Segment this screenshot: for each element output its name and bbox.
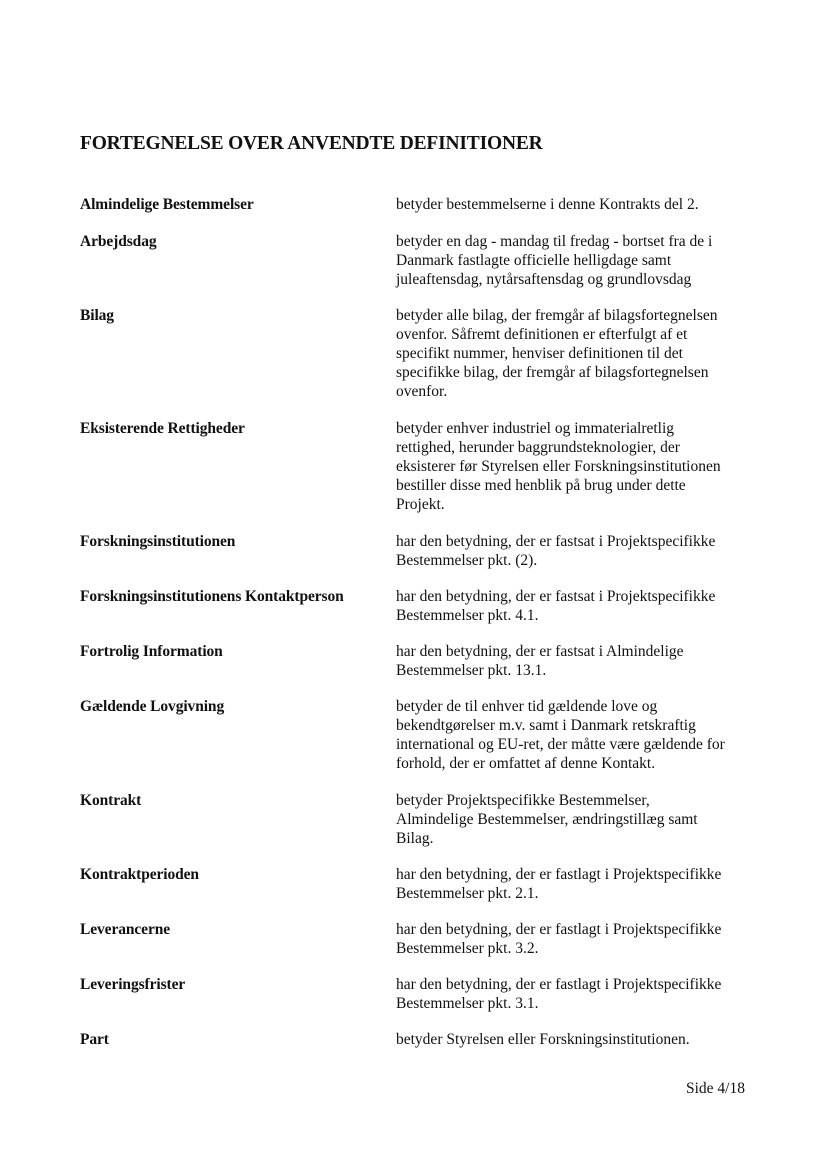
definition-term: Part [80,1031,109,1048]
definition-text: har den betydning, der er fastlagt i Projektspecifikke Bestemmelser pkt. 3.1. [396,976,722,1012]
definition-term: Arbejdsdag [80,233,157,250]
definition-term: Leveringsfrister [80,976,186,993]
definition-term: Kontrakt [80,792,142,809]
page-number: Side 4/18 [686,1080,745,1097]
definition-text: har den betydning, der er fastsat i Projektspecifikke Bestemmelser pkt. 4.1. [396,588,716,624]
definition-text: betyder alle bilag, der fremgår af bilagsfortegnelsen ovenfor. Såfremt definitionen er efterfulgt af et specifikt nummer, henviser definitionen til det specifikke bilag, der fremgår af bilagsfortegnelsen ovenfor. [396,307,718,400]
definition-term: Gældende Lovgivning [80,698,225,715]
definition-text: betyder enhver industriel og immaterialretlig rettighed, herunder baggrundsteknologier, der eksisterer før Styrelsen eller Forskningsinstitutionen bestiller disse med henblik på brug under dette Projekt. [396,420,721,513]
definition-term: Bilag [80,307,114,324]
definition-text: har den betydning, der er fastsat i Projektspecifikke Bestemmelser pkt. (2). [396,533,716,569]
definition-text: betyder Projektspecifikke Bestemmelser, Almindelige Bestemmelser, ændringstillæg samt Bilag. [396,792,698,847]
definition-text: har den betydning, der er fastlagt i Projektspecifikke Bestemmelser pkt. 2.1. [396,866,722,902]
page-title: FORTEGNELSE OVER ANVENDTE DEFINITIONER [80,133,543,154]
definition-text: betyder bestemmelserne i denne Kontrakts del 2. [396,196,699,213]
definition-term: Leverancerne [80,921,171,938]
definition-text: betyder Styrelsen eller Forskningsinstitutionen. [396,1031,690,1048]
definition-text: har den betydning, der er fastsat i Almindelige Bestemmelser pkt. 13.1. [396,643,684,679]
definition-term: Forskningsinstitutionens Kontaktperson [80,588,344,605]
definition-term: Forskningsinstitutionen [80,533,236,550]
definition-term: Kontraktperioden [80,866,199,883]
definition-term: Almindelige Bestemmelser [80,196,254,213]
definition-text: betyder de til enhver tid gældende love og bekendtgørelser m.v. samt i Danmark retskraftig international og EU-ret, der måtte være gældende for forhold, der er omfattet af denne Kontakt. [396,698,725,772]
definition-term: Eksisterende Rettigheder [80,420,245,437]
definition-text: har den betydning, der er fastlagt i Projektspecifikke Bestemmelser pkt. 3.2. [396,921,722,957]
definition-term: Fortrolig Information [80,643,223,660]
definition-text: betyder en dag - mandag til fredag - bortset fra de i Danmark fastlagte officielle helligdage samt juleaftensdag, nytårsaftensdag og grundlovsdag [396,233,713,288]
